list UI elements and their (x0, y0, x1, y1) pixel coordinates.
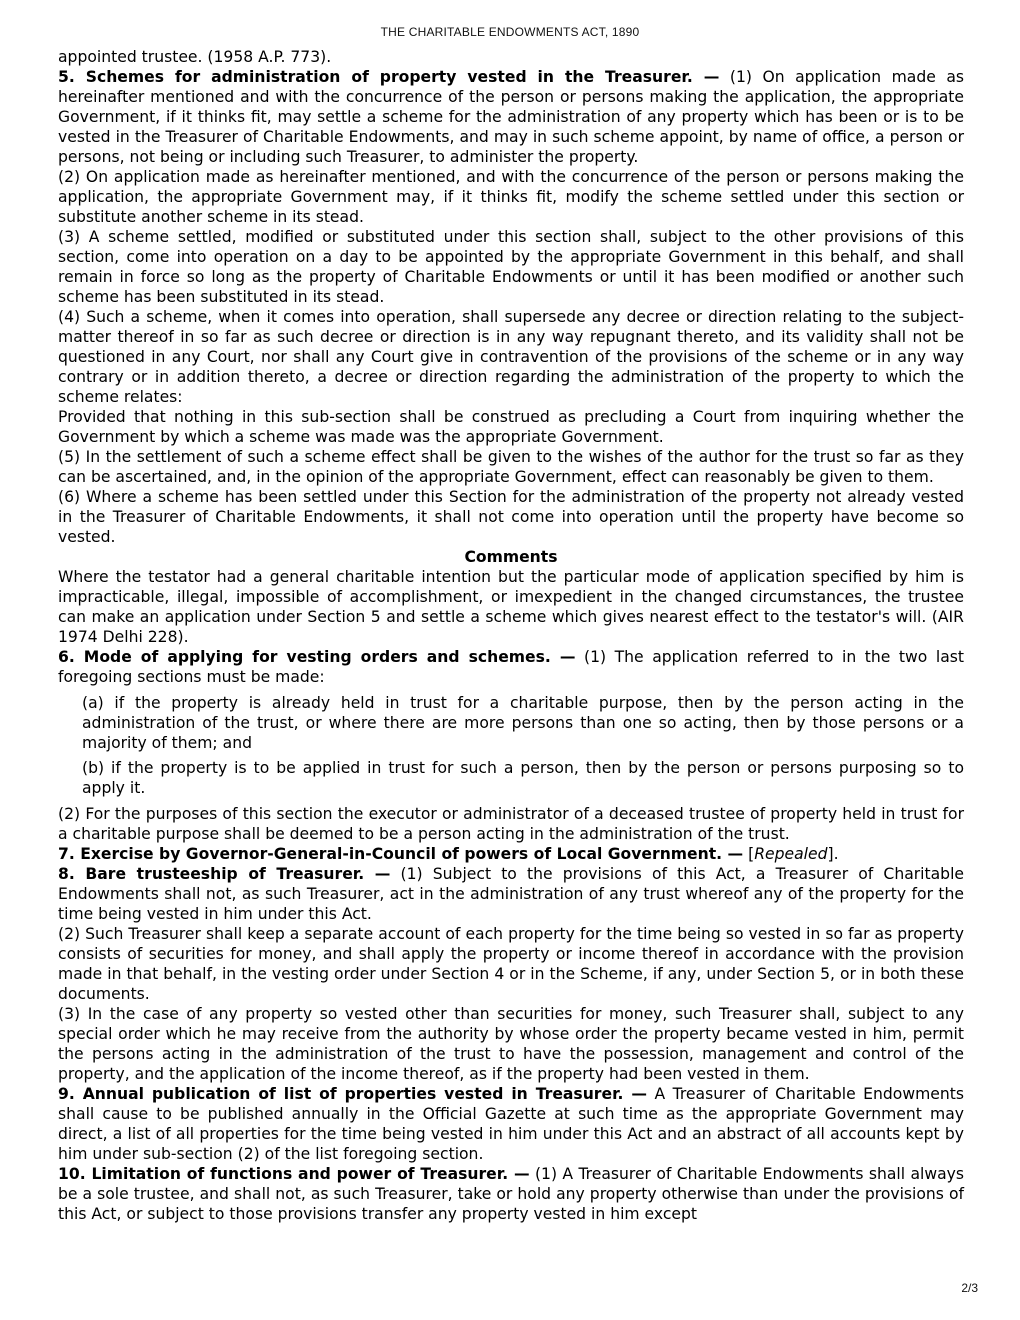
running-header: THE CHARITABLE ENDOWMENTS ACT, 1890 (380, 25, 640, 39)
section-8: 8. Bare trusteeship of Treasurer. — (1) Subject to the provisions of this Act, a Treasurer of Charitable Endowments shall not, as such Treasurer, act in the administration of any trust whereof any of the property for the time being vested in him under this Act. (58, 865, 964, 923)
section-7: 7. Exercise by Governor-General-in-Council of powers of Local Government. — [Repealed]. (58, 845, 839, 863)
comments-heading: Comments (464, 548, 558, 566)
paragraph: (5) In the settlement of such a scheme effect shall be given to the wishes of the author for the trust so far as they can be ascertained, and, in the opinion of the appropriate Government, effect can reasonably be given to them. (58, 448, 964, 486)
section-9: 9. Annual publication of list of properties vested in Treasurer. — A Treasurer of Charitable Endowments shall cause to be published annually in the Official Gazette at such time as the appropriate Government may direct, a list of all properties for the time being vested in him under this Act and an abstract of all accounts kept by him under sub-section (2) of the list foregoing section. (58, 1085, 964, 1163)
paragraph: (4) Such a scheme, when it comes into operation, shall supersede any decree or direction relating to the subject-matter thereof in so far as such decree or direction is in any way repugnant thereto, and its validity shall not be questioned in any Court, nor shall any Court give in contravention of the provisions of the scheme or in any way contrary or in addition thereto, a decree or direction regarding the administration of the property to which the scheme relates: (58, 308, 964, 406)
act-body-text (58, 47, 964, 1224)
paragraph: (2) On application made as hereinafter mentioned, and with the concurrence of the person or persons making the application, the appropriate Government may, if it thinks fit, modify the scheme settled under this section or substitute another scheme in its stead. (58, 168, 964, 226)
paragraph: Provided that nothing in this sub-section shall be construed as precluding a Court from inquiring whether the Government by which a scheme was made was the appropriate Government. (58, 408, 964, 446)
section-heading: 10. Limitation of functions and power of Treasurer. — (58, 1165, 530, 1183)
clause-b: (b) if the property is to be applied in trust for such a person, then by the person or persons purposing so to apply it. (82, 759, 964, 797)
section-heading: 8. Bare trusteeship of Treasurer. — (58, 865, 391, 883)
section-10: 10. Limitation of functions and power of Treasurer. — (1) A Treasurer of Charitable Endowments shall always be a sole trustee, and shall not, as such Treasurer, take or hold any property otherwise than under the provisions of this Act, or subject to those provisions transfer any property vested in him except (58, 1165, 965, 1223)
paragraph: (3) In the case of any property so vested other than securities for money, such Treasurer shall, subject to any special order which he may receive from the authority by whose order the property became vested in him, permit the persons acting in the administration of the trust to have the possession, management and control of the property, and the application of the income thereof, as if the property had been vested in them. (58, 1005, 964, 1083)
section-heading: 9. Annual publication of list of properties vested in Treasurer. — (58, 1085, 648, 1103)
section-heading: 5. Schemes for administration of property vested in the Treasurer. — (58, 68, 720, 86)
paragraph: (6) Where a scheme has been settled under this Section for the administration of the property not already vested in the Treasurer of Charitable Endowments, it shall not come into operation until the property have become so vested. (58, 488, 964, 546)
page-number: 2/3 (961, 1281, 978, 1295)
section-heading: 6. Mode of applying for vesting orders and schemes. — (58, 648, 576, 666)
section-5: 5. Schemes for administration of property vested in the Treasurer. — (1) On application made as hereinafter mentioned and with the concurrence of the person or persons making the application, the appropriate Government, if it thinks fit, may settle a scheme for the administration of any property which has been or is to be vested in the Treasurer of Charitable Endowments, and may in such scheme appoint, by name of office, a person or persons, not being or including such Treasurer, to administer the property. (58, 68, 965, 166)
clause-a: (a) if the property is already held in trust for a charitable purpose, then by the person acting in the administration of the trust, or where there are more persons than one so acting, then by those persons or a majority of them; and (82, 694, 964, 752)
section-heading: 7. Exercise by Governor-General-in-Council of powers of Local Government. — (58, 845, 744, 863)
paragraph: (2) Such Treasurer shall keep a separate account of each property for the time being so vested in so far as property consists of securities for money, and shall apply the property or income thereof in accordance with the provision made in that behalf, in the vesting order under Section 4 or in the Scheme, if any, under Section 5, or in both these documents. (58, 925, 964, 1003)
paragraph: appointed trustee. (1958 A.P. 773). (58, 48, 332, 66)
paragraph: (3) A scheme settled, modified or substituted under this section shall, subject to the other provisions of this section, come into operation on a day to be appointed by the appropriate Government in this behalf, and shall remain in force so long as the property of Charitable Endowments or until it has been modified or another such scheme has been substituted in its stead. (58, 228, 964, 306)
comments-text: Where the testator had a general charitable intention but the particular mode of application specified by him is impracticable, illegal, impossible of accomplishment, or imexpedient in the changed circumstances, the trustee can make an application under Section 5 and settle a scheme which gives nearest effect to the testator's will. (AIR 1974 Delhi 228). (58, 568, 964, 646)
section-6: 6. Mode of applying for vesting orders and schemes. — (1) The application referred to in the two last foregoing sections must be made: (58, 648, 964, 686)
paragraph: (2) For the purposes of this section the executor or administrator of a deceased trustee of property held in trust for a charitable purpose shall be deemed to be a person acting in the administration of the trust. (58, 805, 964, 843)
